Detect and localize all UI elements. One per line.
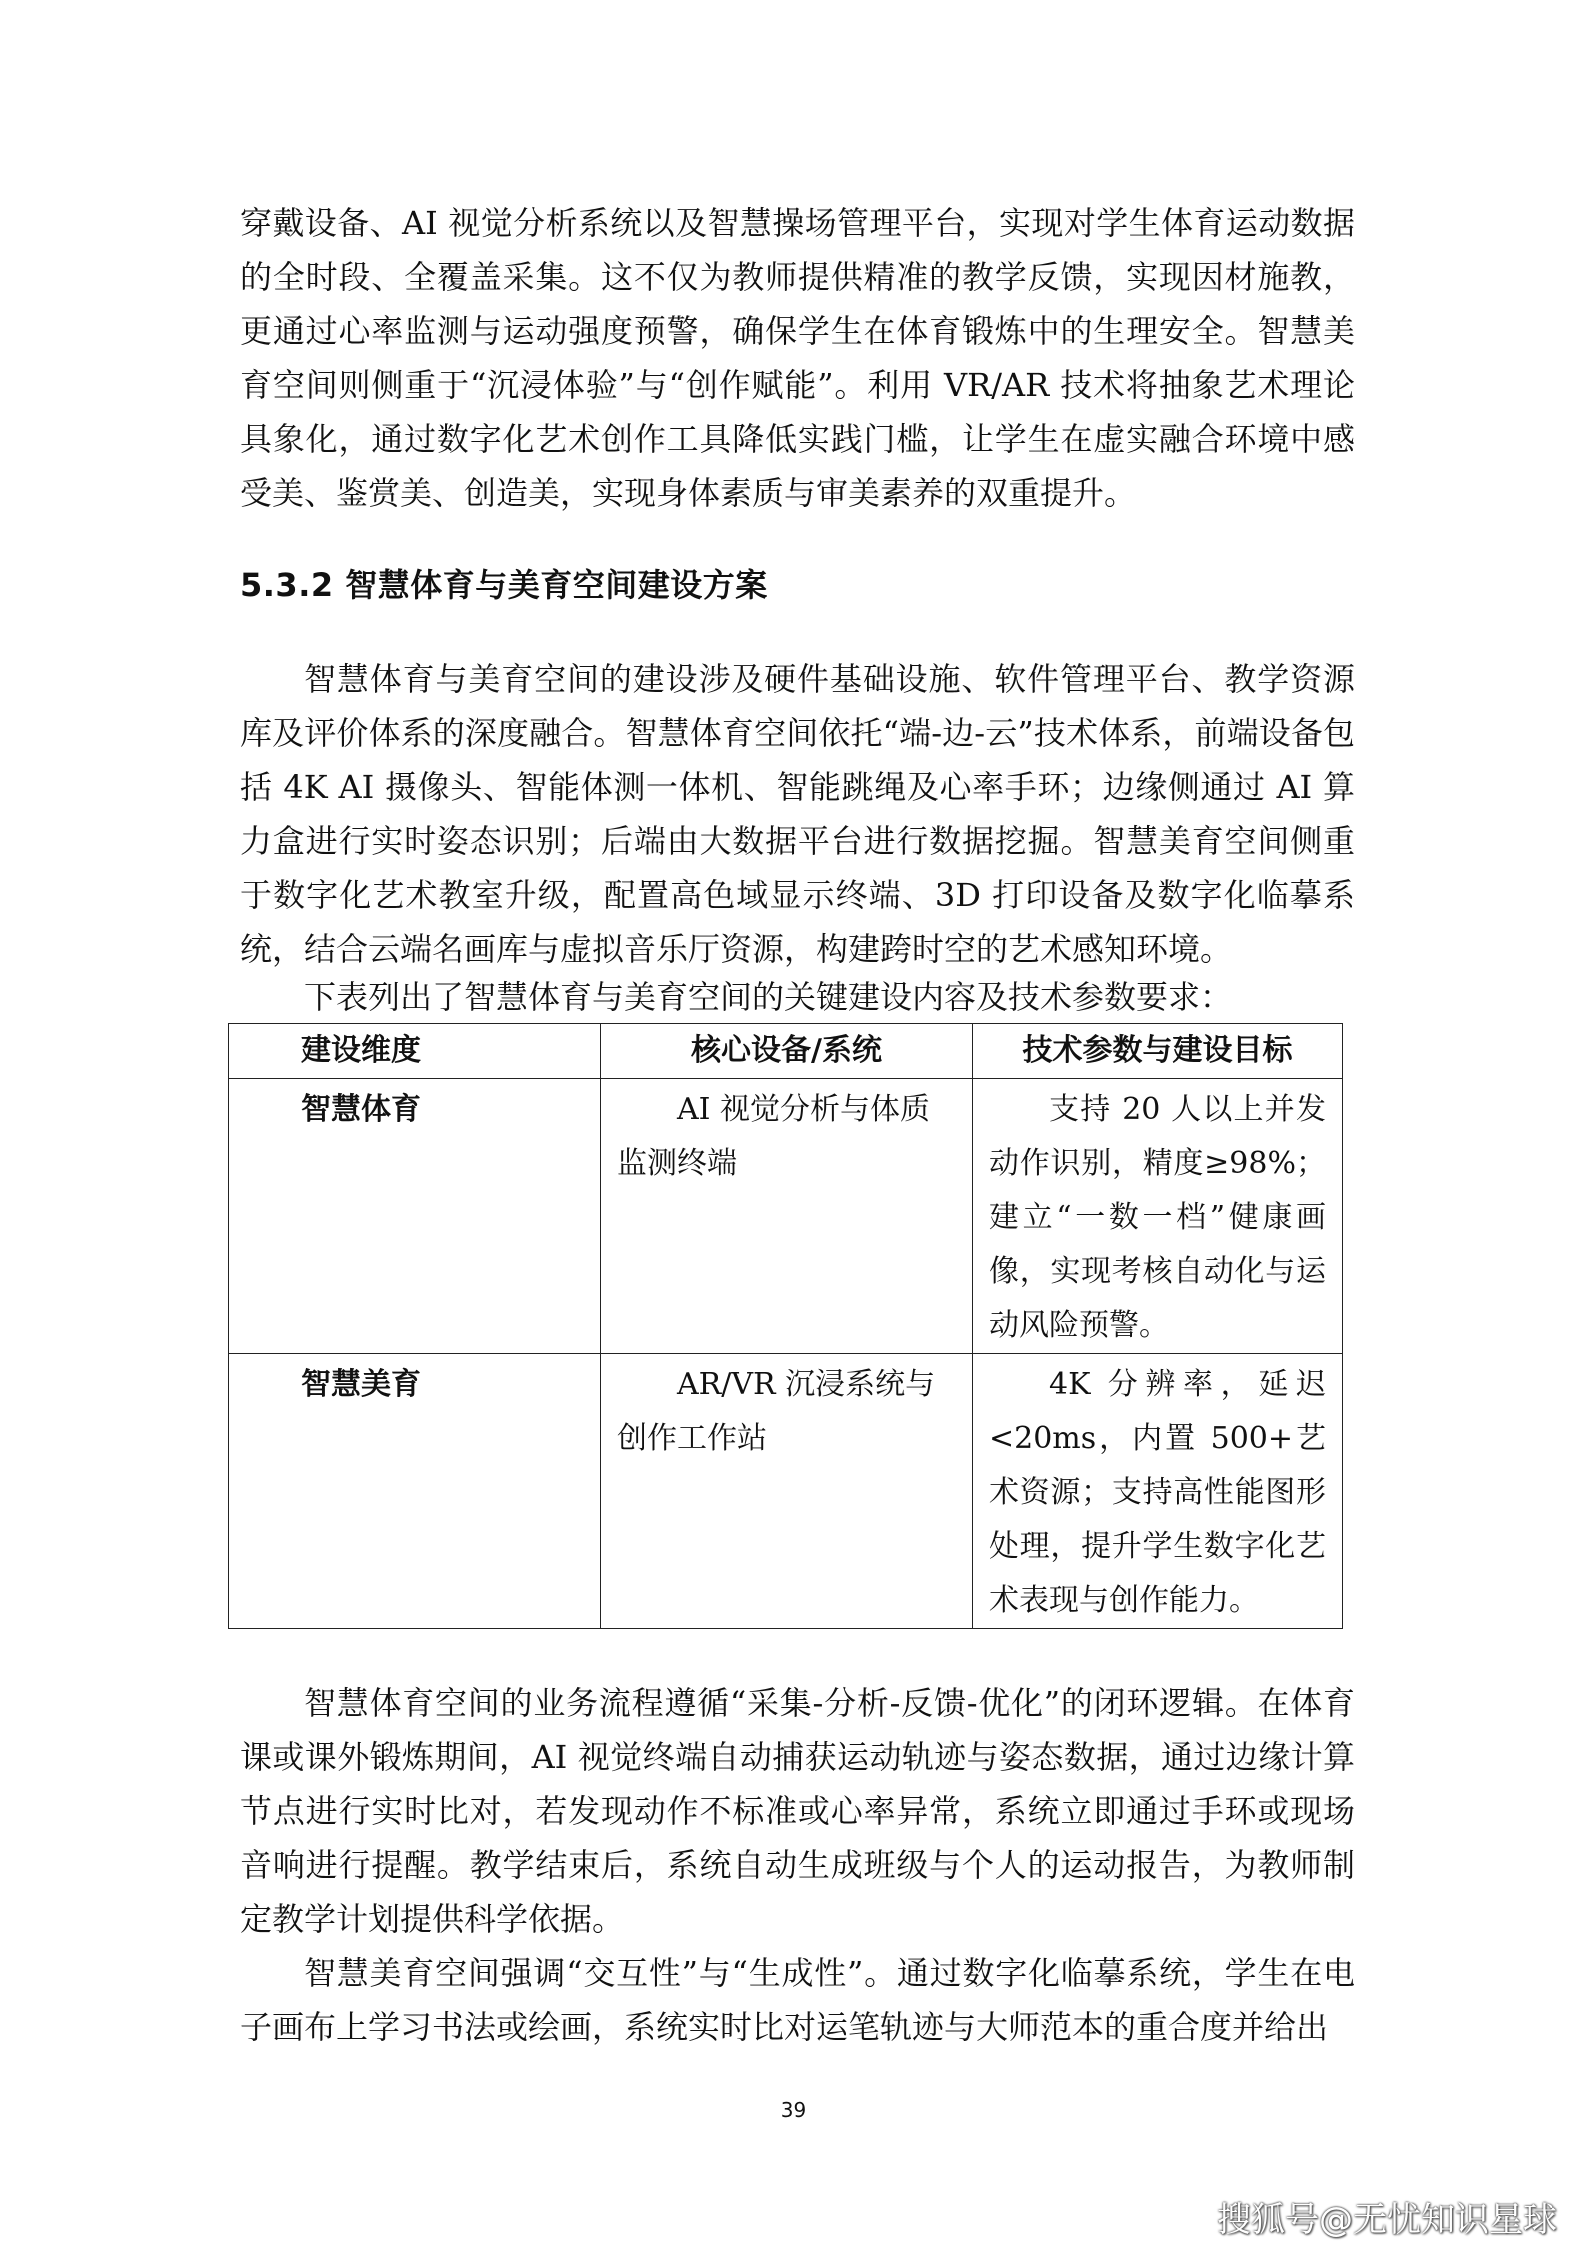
construction-table [228, 1023, 1343, 1629]
row-system: AI 视觉分析与体质监测终端 [601, 1079, 973, 1354]
section-heading: 5.3.2 智慧体育与美育空间建设方案 [240, 566, 768, 604]
watermark: 搜狐号@无忧知识星球 [1217, 2200, 1557, 2240]
row-target: 4K 分辨率，延迟<20ms，内置 500+艺术资源；支持高性能图形处理，提升学生数字化艺术表现与创作能力。 [973, 1354, 1343, 1629]
table-row [229, 1079, 1343, 1354]
table-header-row [229, 1024, 1343, 1079]
table-row [229, 1354, 1343, 1629]
header-system: 核心设备/系统 [601, 1024, 973, 1079]
header-dimension: 建设维度 [229, 1024, 601, 1079]
row-dimension: 智慧美育 [229, 1354, 601, 1629]
page-number: 39 [780, 2098, 807, 2122]
row-system: AR/VR 沉浸系统与创作工作站 [601, 1354, 973, 1629]
paragraph-1: 穿戴设备、AI 视觉分析系统以及智慧操场管理平台，实现对学生体育运动数据的全时段、全覆盖采集。这不仅为教师提供精准的教学反馈，实现因材施教，更通过心率监测与运动强度预警，确保学生在体育锻炼中的生理安全。智慧美育空间则侧重于“沉浸体验”与“创作赋能”。利用 VR/AR 技术将抽象艺术理论具象化，通过数字化艺术创作工具降低实践门槛，让学生在虚实融合环境中感受美、鉴赏美、创造美，实现身体素质与审美素养的双重提升。 [240, 204, 1355, 512]
paragraph-2: 智慧体育与美育空间的建设涉及硬件基础设施、软件管理平台、教学资源库及评价体系的深度融合。智慧体育空间依托“端-边-云”技术体系，前端设备包括 4K AI 摄像头、智能体测一体机、智能跳绳及心率手环；边缘侧通过 AI 算力盒进行实时姿态识别；后端由大数据平台进行数据挖掘。智慧美育空间侧重于数字化艺术教室升级，配置高色域显示终端、3D 打印设备及数字化临摹系统，结合云端名画库与虚拟音乐厅资源，构建跨时空的艺术感知环境。 [240, 660, 1355, 968]
table-intro: 下表列出了智慧体育与美育空间的关键建设内容及技术参数要求： [304, 978, 1233, 1016]
header-target: 技术参数与建设目标 [973, 1024, 1343, 1079]
row-dimension: 智慧体育 [229, 1079, 601, 1354]
paragraph-4: 智慧体育空间的业务流程遵循“采集-分析-反馈-优化”的闭环逻辑。在体育课或课外锻炼期间，AI 视觉终端自动捕获运动轨迹与姿态数据，通过边缘计算节点进行实时比对，若发现动作不标准或心率异常，系统立即通过手环或现场音响进行提醒。教学结束后，系统自动生成班级与个人的运动报告，为教师制定教学计划提供科学依据。 [240, 1684, 1355, 1938]
row-target: 支持 20 人以上并发动作识别，精度≥98%；建立“一数一档”健康画像，实现考核自动化与运动风险预警。 [973, 1079, 1343, 1354]
paragraph-5: 智慧美育空间强调“交互性”与“生成性”。通过数字化临摹系统，学生在电子画布上学习书法或绘画，系统实时比对运笔轨迹与大师范本的重合度并给出 [240, 1954, 1355, 2046]
